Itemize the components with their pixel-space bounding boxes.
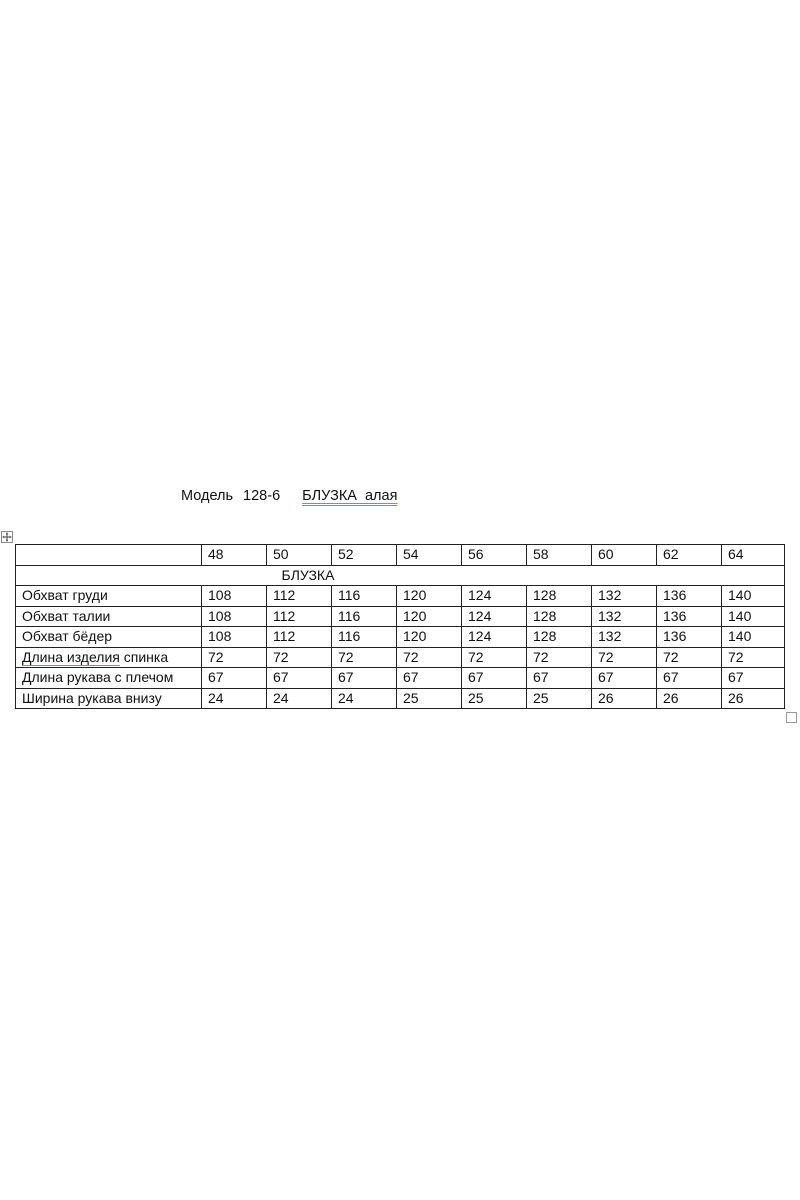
measurement-value: 128: [527, 606, 592, 627]
measurement-value: 116: [332, 627, 397, 648]
measurement-value: 112: [267, 586, 332, 607]
measurement-value: 67: [462, 668, 527, 689]
measurement-value: 136: [657, 627, 722, 648]
measurement-row: [16, 688, 785, 709]
measurement-value: 67: [202, 668, 267, 689]
measurement-value: 67: [527, 668, 592, 689]
measurement-value: 72: [657, 647, 722, 668]
measurement-row: [16, 668, 785, 689]
size-cell: 56: [462, 545, 527, 566]
measurement-value: 72: [397, 647, 462, 668]
measurement-value: 67: [267, 668, 332, 689]
measurement-value: 132: [592, 627, 657, 648]
size-cell: 54: [397, 545, 462, 566]
section-title: БЛУЗКА: [202, 565, 785, 586]
measurement-label: Обхват талии: [16, 606, 202, 627]
size-cell: 52: [332, 545, 397, 566]
product-name: БЛУЗКА алая: [302, 488, 398, 504]
measurement-row: [16, 606, 785, 627]
size-cell: 50: [267, 545, 332, 566]
model-label: Модель: [181, 488, 234, 504]
measurement-value: 26: [657, 688, 722, 709]
measurement-value: 26: [722, 688, 785, 709]
measurement-value: 124: [462, 606, 527, 627]
measurement-value: 140: [722, 606, 785, 627]
measurement-value: 72: [202, 647, 267, 668]
measurement-value: 124: [462, 627, 527, 648]
measurement-label: Обхват бёдер: [16, 627, 202, 648]
measurement-value: 67: [592, 668, 657, 689]
measurement-value: 24: [202, 688, 267, 709]
measurement-row: [16, 586, 785, 607]
measurement-value: 26: [592, 688, 657, 709]
measurement-value: 108: [202, 627, 267, 648]
measurement-value: 72: [527, 647, 592, 668]
measurement-value: 72: [332, 647, 397, 668]
measurement-value: 136: [657, 586, 722, 607]
measurement-label: Ширина рукава внизу: [16, 688, 202, 709]
size-header-row: [16, 545, 785, 566]
measurement-value: 72: [722, 647, 785, 668]
measurement-value: 67: [657, 668, 722, 689]
section-row: [16, 565, 785, 586]
measurement-value: 112: [267, 606, 332, 627]
size-cell: 48: [202, 545, 267, 566]
corner-cell: [16, 545, 202, 566]
section-empty-cell: [16, 565, 202, 586]
measurement-value: 108: [202, 606, 267, 627]
measurement-value: 140: [722, 627, 785, 648]
measurement-value: 72: [267, 647, 332, 668]
measurement-value: 120: [397, 627, 462, 648]
measurement-value: 132: [592, 606, 657, 627]
measurement-value: 128: [527, 586, 592, 607]
measurement-value: 25: [462, 688, 527, 709]
measurement-value: 67: [722, 668, 785, 689]
size-cell: 58: [527, 545, 592, 566]
table-move-icon[interactable]: [1, 531, 13, 543]
size-cell: 64: [722, 545, 785, 566]
measurement-label: Длина рукава с плечом: [16, 668, 202, 689]
model-number: 128-6: [243, 488, 281, 504]
size-chart-table: [15, 544, 785, 709]
table-resize-icon[interactable]: [786, 712, 797, 723]
size-cell: 62: [657, 545, 722, 566]
size-cell: 60: [592, 545, 657, 566]
measurement-value: 25: [527, 688, 592, 709]
measurement-row: [16, 627, 785, 648]
measurement-value: 120: [397, 606, 462, 627]
measurement-label: Длина изделия спинка: [16, 647, 202, 668]
measurement-value: 67: [397, 668, 462, 689]
measurement-value: 25: [397, 688, 462, 709]
measurement-value: 132: [592, 586, 657, 607]
measurement-value: 24: [332, 688, 397, 709]
measurement-value: 72: [592, 647, 657, 668]
measurement-value: 116: [332, 586, 397, 607]
measurement-value: 124: [462, 586, 527, 607]
measurement-value: 67: [332, 668, 397, 689]
measurement-value: 136: [657, 606, 722, 627]
measurement-value: 112: [267, 627, 332, 648]
measurement-value: 128: [527, 627, 592, 648]
measurement-row: [16, 647, 785, 668]
document-title: [181, 486, 397, 506]
measurement-value: 108: [202, 586, 267, 607]
measurement-value: 24: [267, 688, 332, 709]
measurement-value: 116: [332, 606, 397, 627]
measurement-value: 120: [397, 586, 462, 607]
measurement-value: 140: [722, 586, 785, 607]
measurement-value: 72: [462, 647, 527, 668]
measurement-label: Обхват груди: [16, 586, 202, 607]
